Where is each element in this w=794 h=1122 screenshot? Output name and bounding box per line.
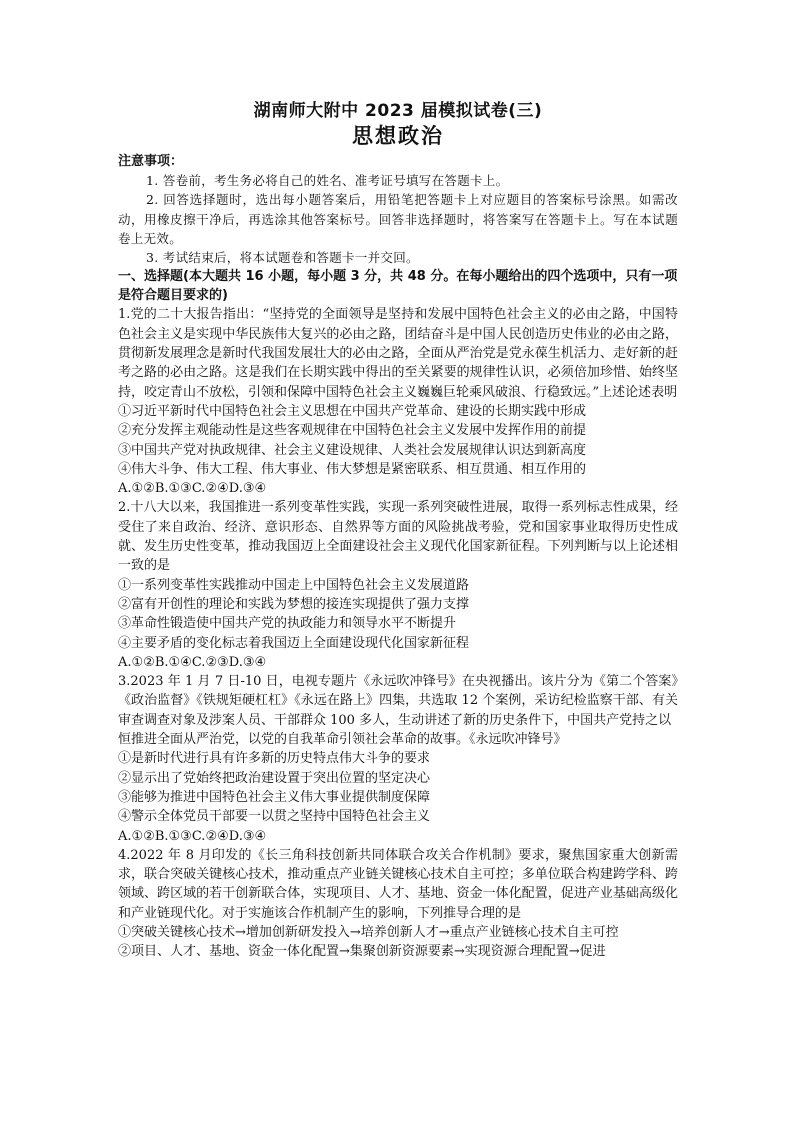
question-option: ①是新时代进行具有许多新的历史特点伟大斗争的要求 — [118, 751, 431, 767]
question-option: ①一系列变革性实践推动中国走上中国特色社会主义发展道路 — [118, 577, 470, 593]
notes-heading: 注意事项： — [118, 154, 184, 169]
question-option: ④主要矛盾的变化标志着我国迈上全面建设现代化国家新征程 — [118, 635, 470, 651]
question-option: ②充分发挥主观能动性是这些客观规律在中国特色社会主义发展中发挥作用的前提 — [118, 423, 587, 439]
note-item: 3. 考试结束后，将本试题卷和答题卡一并交回。 — [146, 250, 419, 266]
question-option: ①突破关键核心技术→增加创新研发投入→培养创新人才→重点产业链核心技术自主可控 — [118, 924, 619, 940]
question-option: ②富有开创性的理论和实践为梦想的接连实现提供了强力支撑 — [118, 596, 470, 612]
question-option: ④伟大斗争、伟大工程、伟大事业、伟大梦想是紧密联系、相互贯通、相互作用的 — [118, 461, 587, 477]
exam-title: 湖南师大附中 2023 届模拟试卷(三) — [253, 101, 543, 121]
answer-choices: A.①②B.①③C.②④D.③④ — [118, 828, 267, 844]
question-option: ③能够为推进中国特色社会主义伟大事业提供制度保障 — [118, 789, 431, 805]
answer-choices: A.①②B.①④C.②③D.③④ — [118, 654, 267, 670]
section-heading: 一、选择题(本大题共 16 小题，每小题 3 分，共 48 分。在每小题给出的四个选项中，只有一项是符合题目要求的) — [118, 269, 678, 304]
note-item: 1. 答卷前，考生务必将自己的姓名、准考证号填写在答题卡上。 — [146, 173, 509, 188]
question-stem: 4.2022 年 8 月印发的《长三角科技创新共同体联合攻关合作机制》要求，聚焦国家重大创新需求，联合突破关键核心技术，推动重点产业链关键核心技术自主可控；多单位联合构建跨学科、跨领域、跨区域的若干创新联合体，实现项目、人才、基地、资金一体化配置，促进产业基础高级化和产业链现代化。对于实施该合作机制产生的影响，下列推导合理的是 — [118, 847, 678, 921]
exam-page — [118, 100, 678, 962]
question-stem-continued: 恒推进全面从严治党，以党的自我革命引领社会革命的故事。《永远吹冲锋号》 — [118, 732, 567, 748]
question-stem: 3.2023 年 1 月 7 日-10 日，电视专题片《永远吹冲锋号》在央视播出。该片分为《第二个答案》《政治监督》《铁规矩硬杠杠》《永远在路上》四集，共选取 12 个案例，采访纪检监察干部、有关审查调查对象及涉案人员、干部群众 100 多人，生动讲述了新的历史条件下，中国共产党持之以 — [118, 674, 678, 728]
answer-choices: A.①②B.①③C.②④D.③④ — [118, 481, 267, 497]
exam-subject: 思想政治 — [352, 124, 444, 148]
question-option: ②显示出了党始终把政治建设置于突出位置的坚定决心 — [118, 770, 431, 786]
question-option: ②项目、人才、基地、资金一体化配置→集聚创新资源要素→实现资源合理配置→促进 — [118, 944, 606, 960]
question-option: ①习近平新时代中国特色社会主义思想在中国共产党革命、建设的长期实践中形成 — [118, 403, 587, 419]
question-option: ③中国共产党对执政规律、社会主义建设规律、人类社会发展规律认识达到新高度 — [118, 442, 587, 458]
question-option: ④警示全体党员干部要一以贯之坚持中国特色社会主义 — [118, 809, 431, 825]
question-option: ③革命性锻造使中国共产党的执政能力和领导水平不断提升 — [118, 616, 457, 632]
note-item: 2. 回答选择题时，选出每小题答案后，用铅笔把答题卡上对应题目的答案标号涂黑。如需改动，用橡皮擦干净后，再选涂其他答案标号。回答非选择题时，将答案写在答题卡上。写在本试题卷上无效。 — [118, 192, 678, 246]
question-stem: 2.十八大以来，我国推进一系列变革性实践，实现一系列突破性进展，取得一系列标志性成果，经受住了来自政治、经济、意识形态、自然界等方面的风险挑战考验，党和国家事业取得历史性成就、发生历史性变革，推动我国迈上全面建设社会主义现代化国家新征程。下列判断与以上论述相一致的是 — [118, 500, 678, 574]
question-stem: 1.党的二十大报告指出：“坚持党的全面领导是坚持和发展中国特色社会主义的必由之路，中国特色社会主义是实现中华民族伟大复兴的必由之路，团结奋斗是中国人民创造历史伟业的必由之路，贯彻新发展理念是新时代我国发展壮大的必由之路，全面从严治党是党永葆生机活力、走好新的赶考之路的必由之路。这是我们在长期实践中得出的至关紧要的规律性认识，必须倍加珍惜、始终坚持，咬定青山不放松，引领和保障中国特色社会主义巍巍巨轮乘风破浪、行稳致远。”上述论述表明 — [118, 307, 678, 400]
